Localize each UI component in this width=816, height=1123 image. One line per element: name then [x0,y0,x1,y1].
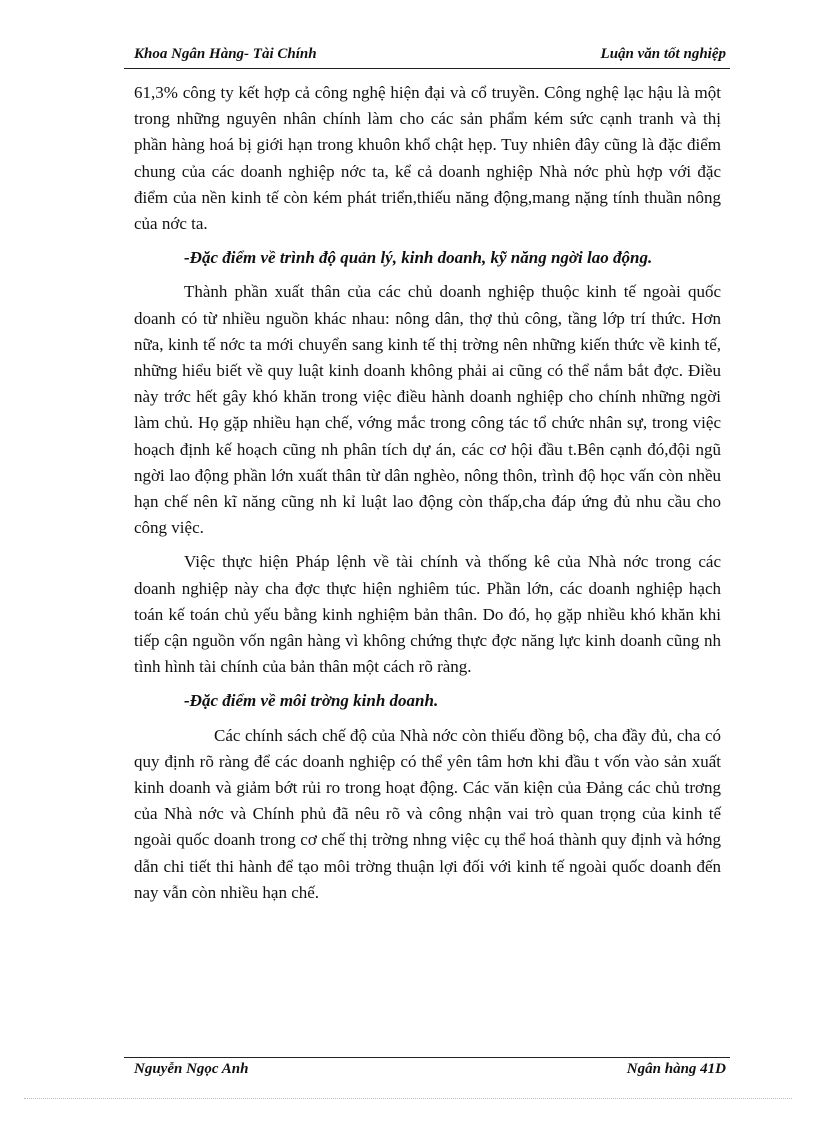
section-heading: -Đặc điểm về trình độ quản lý, kinh doanh, kỹ năng ngời lao động. [184,248,653,268]
paragraph: Việc thực hiện Pháp lệnh về tài chính và thống kê của Nhà nớc trong các doanh nghiệp này cha đợc thực hiện nghiêm túc. Phần lớn, các doanh nghiệp hạch toán kế toán chủ yếu bằng kinh nghiệm bản thân. Do đó, họ gặp nhiều khó khăn khi tiếp cận nguồn vốn ngân hàng vì không chứng thực đợc năng lực kinh doanh cũng nh tình hình tài chính của bản thân một cách rõ ràng. [134,552,721,677]
page-footer [134,1061,726,1078]
document-body [134,80,721,914]
footer-rule [124,1057,730,1058]
section-heading: -Đặc điểm về môi trờng kinh doanh. [184,691,439,711]
header-doc-type: Luận văn tốt nghiệp [600,46,726,62]
header-faculty: Khoa Ngân Hàng- Tài Chính [134,46,317,62]
paragraph: Thành phần xuất thân của các chủ doanh nghiệp thuộc kinh tế ngoài quốc doanh có từ nhiều nguồn khác nhau: nông dân, thợ thủ công, tầng lớp trí thức. Hơn nữa, kinh tế nớc ta mới chuyển sang kinh tế thị trờng nên những kiến thức về kinh tế, những hiểu biết về quy luật kinh doanh không phải ai cũng có thể nắm bắt đợc. Điều này trớc hết gây khó khăn trong việc điều hành doanh nghiệp cho chính những ngời làm chủ. Họ gặp nhiều hạn chế, vớng mắc trong công tác tổ chức nhân sự, trong việc hoạch định kế hoạch cũng nh phân tích dự án, các cơ hội đầu t.Bên cạnh đó,đội ngũ ngời lao động phần lớn xuất thân từ dân nghèo, nông thôn, trình độ học vấn còn nhều hạn chế nên kĩ năng cũng nh kỉ luật lao động còn thấp,cha đáp ứng đủ nhu cầu cho công việc. [134,282,721,538]
paragraph: 61,3% công ty kết hợp cả công nghệ hiện đại và cổ truyền. Công nghệ lạc hậu là một trong những nguyên nhân chính làm cho các sản phẩm kém sức cạnh tranh và thị phần hàng hoá bị giới hạn trong khuôn khổ chật hẹp. Tuy nhiên đây cũng là đặc điểm chung của các doanh nghiệp nớc ta, kể cả doanh nghiệp Nhà nớc phù hợp với đặc điểm của nền kinh tế còn kém phát triển,thiếu năng động,mang nặng tính thuần nông của nớc ta. [134,83,721,234]
header-rule [124,68,730,69]
page-bottom-border [24,1098,792,1099]
footer-class: Ngân hàng 41D [626,1061,726,1077]
footer-author: Nguyễn Ngọc Anh [134,1061,249,1077]
page-header [134,46,726,63]
paragraph: Các chính sách chế độ của Nhà nớc còn thiếu đồng bộ, cha đầy đủ, cha có quy định rõ ràng để các doanh nghiệp có thể yên tâm hơn khi đầu t vốn vào sản xuất kinh doanh và giảm bớt rủi ro trong hoạt động. Các văn kiện của Đảng các chủ trơng của Nhà nớc và Chính phủ đã nêu rõ và công nhận vai trò quan trọng của kinh tế ngoài quốc doanh trong cơ chế thị trờng nhng việc cụ thể hoá thành quy định và hớng dẫn chi tiết thi hành để tạo môi trờng thuận lợi đối với kinh tế ngoài quốc doanh đến nay vẫn còn nhiều hạn chế. [134,725,721,902]
